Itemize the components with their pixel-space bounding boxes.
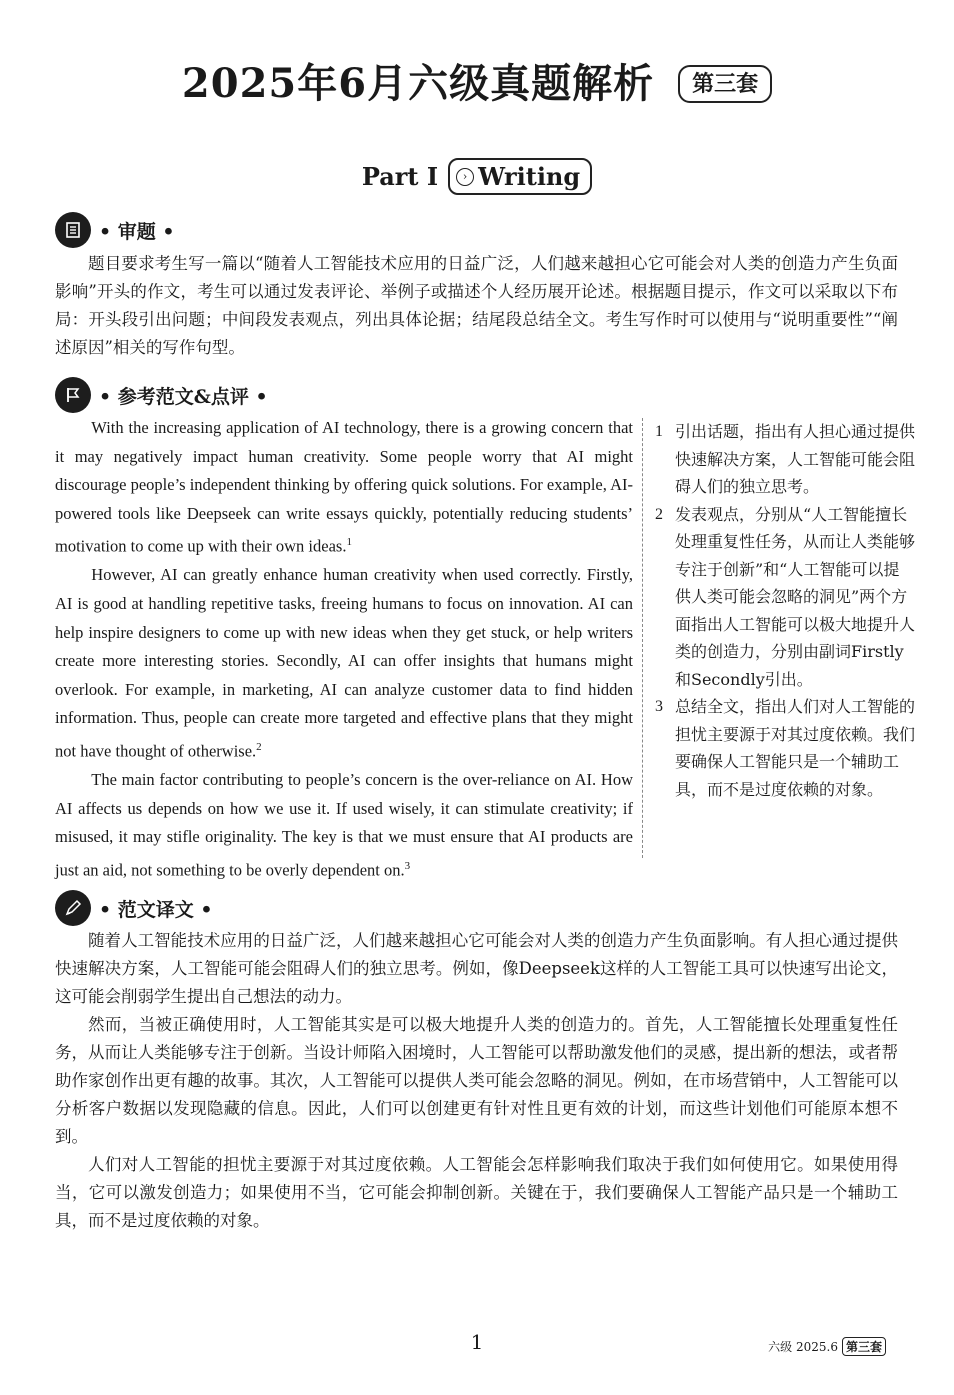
comment-text: 总结全文，指出人们对人工智能的担忧主要源于对其过度依赖。我们要确保人工智能只是一个辅助工具，而不是过度依赖的对象。 — [675, 697, 916, 799]
essay-paragraph: The main factor contributing to people’s concern is the over-reliance on AI. How AI affects us depends on how we use it. If used wisely, it can stimulate creativity; if misused, it may stifle originality. The key is that we must ensure that AI products are just an aid, not something to be overly dependent on.$^3$ — [55, 770, 633, 880]
comment-item — [655, 693, 915, 803]
part-section-badge — [448, 158, 592, 195]
translation-paragraph: 然而，当被正确使用时，人工智能其实是可以极大地提升人类的创造力的。首先，人工智能擅长处理重复性任务，从而让人类能够专注于创新。当设计师陷入困境时，人工智能可以帮助激发他们的灵感，提出新的想法，或者帮助作家创作出更有趣的故事。其次，人工智能可以提供人类可能会忽略的洞见。例如，在市场营销中，人工智能可以分析客户数据以发现隐藏的信息。因此，人们可以创建更有针对性且更有效的计划，而这些计划他们可能原本想不到。 — [55, 1015, 898, 1146]
translation-paragraph: 人们对人工智能的担忧主要源于对其过度依赖。人工智能会怎样影响我们取决于我们如何使用它。如果使用得当，它可以激发创造力；如果使用不当，它可能会抑制创新。关键在于，我们要确保人工智能产品只是一个辅助工具，而不是过度依赖的对象。 — [55, 1155, 898, 1230]
pen-icon — [55, 890, 91, 926]
set-badge: 第三套 — [678, 65, 772, 103]
comment-item — [655, 418, 915, 501]
page-title: 2025年6月六级真题解析 — [181, 60, 655, 107]
essay-paragraph: However, AI can greatly enhance human creativity when used correctly. Firstly, AI is good at handling repetitive tasks, freeing humans to focus on innovation. AI can help inspire designers to come up with new ideas when they get stuck, or help writers create more interesting stories. Secondly, AI can offer insights that humans might overlook. For example, in marketing, AI can analyze customer data to find hidden information. Thus, people can create more targeted and effective plans that they might not have thought of otherwise.$^2$ — [55, 565, 633, 761]
part-section-name: Writing — [478, 162, 581, 191]
comments-column — [642, 418, 915, 858]
footer-tag-text: 六级 2025.6 — [768, 1340, 838, 1354]
page-number: 1 — [470, 1330, 484, 1354]
part-label: Part I — [361, 162, 439, 191]
section-sample-heading — [55, 377, 268, 413]
essay-paragraph: With the increasing application of AI technology, there is a growing concern that it may negatively impact human creativity. Some people worry that AI might discourage people’s independent thinking by offering quick solutions. For example, AI-powered tools like Deepseek can write essays quickly, potentially reducing students’ motivation to come up with their own ideas.$^1$ — [55, 418, 633, 556]
comment-number: 2 — [655, 505, 663, 523]
translation-paragraph: 随着人工智能技术应用的日益广泛，人们越来越担心它可能会对人类的创造力产生负面影响。有人担心通过提供快速解决方案，人工智能可能会阻碍人们的独立思考。例如，像Deepseek这样的人工智能工具可以快速写出论文，这可能会削弱学生提出自己想法的动力。 — [55, 931, 898, 1006]
flag-icon — [55, 377, 91, 413]
document-icon — [55, 212, 91, 248]
section-translation-title: • 范文译文 • — [99, 898, 213, 921]
page-header — [0, 52, 954, 109]
footer-tag — [768, 1337, 886, 1356]
comment-ref: 2 — [256, 741, 262, 754]
chevron-right-icon: › — [456, 168, 474, 186]
review-text: 题目要求考生写一篇以“随着人工智能技术应用的日益广泛，人们越来越担心它可能会对人类的创造力产生负面影响”开头的作文，考生可以通过发表评论、举例子或描述个人经历展开论述。根据题目提示，作文可以采取以下布局：开头段引出问题；中间段发表观点，列出具体论据；结尾段总结全文。考生写作时可以使用与“说明重要性”“阐述原因”相关的写作句型。 — [55, 254, 898, 357]
comment-number: 3 — [655, 698, 663, 715]
comment-text: 引出话题，指出有人担心通过提供快速解决方案，人工智能可能会阻碍人们的独立思考。 — [675, 422, 916, 496]
section-review-title: • 审题 • — [99, 220, 175, 243]
footer-set-badge: 第三套 — [842, 1337, 886, 1356]
comment-ref: 1 — [346, 536, 352, 549]
part-heading — [0, 158, 954, 195]
comment-number: 1 — [655, 423, 663, 440]
section-review-heading — [55, 212, 175, 248]
comment-ref: 3 — [404, 859, 411, 872]
comment-text: 发表观点，分别从“人工智能擅长处理重复性任务，从而让人类能够专注于创新”和“人工智能可以提供人类可能会忽略的洞见”两个方面指出人工智能可以极大地提升人类的创造力，分别由副词Firstly和Secondly引出。 — [675, 504, 916, 689]
comment-item — [655, 501, 915, 694]
sample-essay — [55, 414, 633, 885]
section-sample-title: • 参考范文&点评 • — [99, 385, 268, 408]
section-translation-heading — [55, 890, 213, 926]
